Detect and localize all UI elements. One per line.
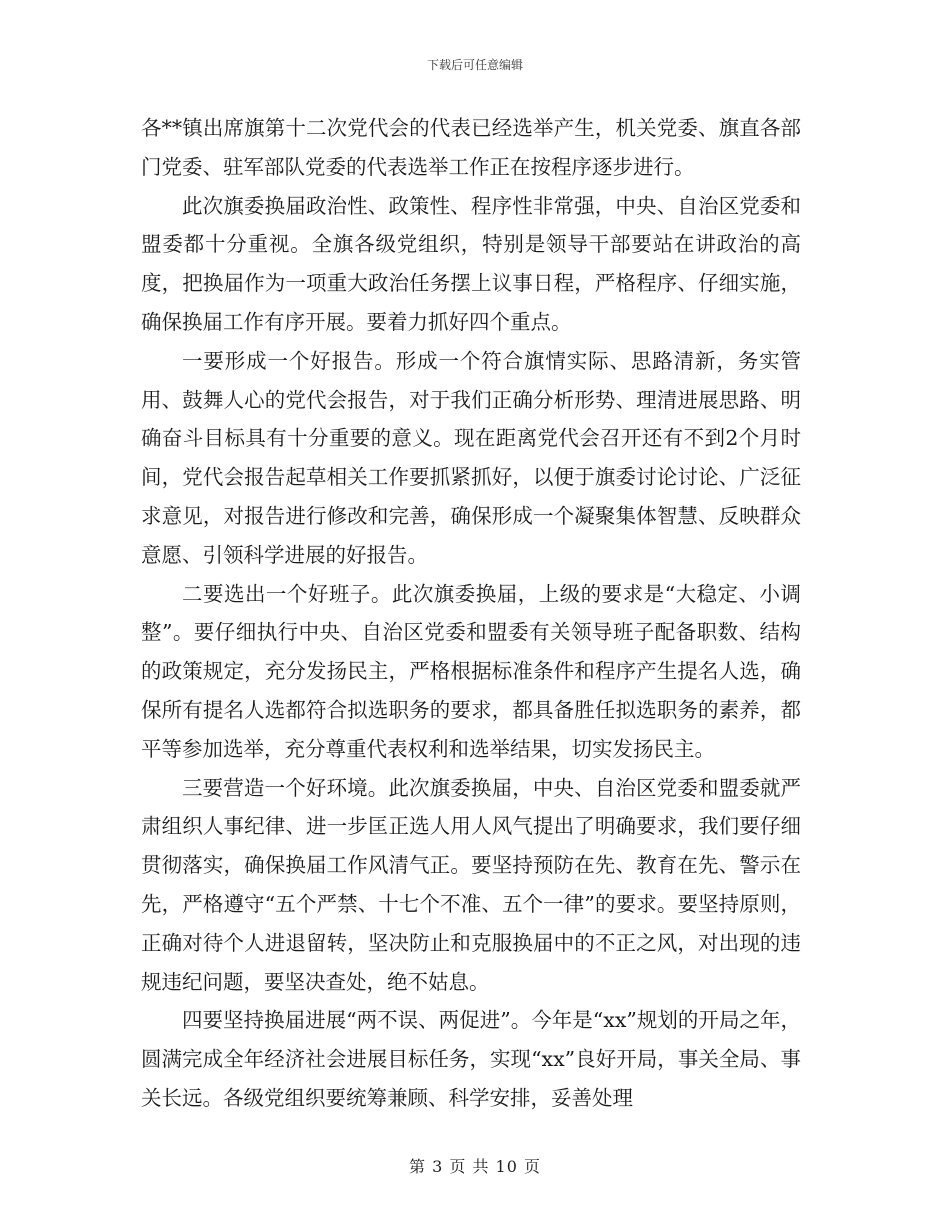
paragraph-3: 一要形成一个好报告。形成一个符合旗情实际、思路清新，务实管用、鼓舞人心的党代会报告，对于我们正确分析形势、理清进展思路、明确奋斗目标具有十分重要的意义。现在距离党代会召开还有不到2个月时间，党代会报告起草相关工作要抓紧抓好，以便于旗委讨论讨论、广泛征求意见，对报告进行修改和完善，确保形成一个凝聚集体智慧、反映群众意愿、引领科学进展的好报告。 — [141, 348, 801, 567]
document-body — [141, 109, 801, 1118]
paragraph-1: 各**镇出席旗第十二次党代会的代表已经选举产生，机关党委、旗直各部门党委、驻军部队党委的代表选举工作正在按程序逐步进行。 — [141, 116, 801, 179]
paragraph-4: 二要选出一个好班子。此次旗委换届，上级的要求是“大稳定、小调整”。要仔细执行中央、自治区党委和盟委有关领导班子配备职数、结构的政策规定，充分发扬民主，严格根据标准条件和程序产生提名人选，确保所有提名人选都符合拟选职务的要求，都具备胜任拟选职务的素养，都平等参加选举，充分尊重代表权利和选举结果，切实发扬民主。 — [141, 581, 801, 761]
page-footer: 第 3 页 共 10 页 — [409, 1157, 541, 1176]
paragraph-2: 此次旗委换届政治性、政策性、程序性非常强，中央、自治区党委和盟委都十分重视。全旗各级党组织，特别是领导干部要站在讲政治的高度，把换届作为一项重大政治任务摆上议事日程，严格程序、仔细实施，确保换届工作有序开展。要着力抓好四个重点。 — [141, 193, 801, 334]
paragraph-5: 三要营造一个好环境。此次旗委换届，中央、自治区党委和盟委就严肃组织人事纪律、进一步匡正选人用人风气提出了明确要求，我们要仔细贯彻落实，确保换届工作风清气正。要坚持预防在先、教育在先、警示在先，严格遵守“五个严禁、十七个不准、五个一律”的要求。要坚持原则，正确对待个人进退留转，坚决防止和克服换届中的不正之风，对出现的违规违纪问题，要坚决查处，绝不姑息。 — [141, 775, 801, 994]
paragraph-6: 四要坚持换届进展“两不误、两促进”。今年是“xx”规划的开局之年，圆满完成全年经济社会进展目标任务，实现“xx”良好开局，事关全局、事关长远。各级党组织要统筹兼顾、科学安排，妥善处理 — [141, 1008, 801, 1110]
page-header: 下载后可任意编辑 — [426, 58, 523, 72]
